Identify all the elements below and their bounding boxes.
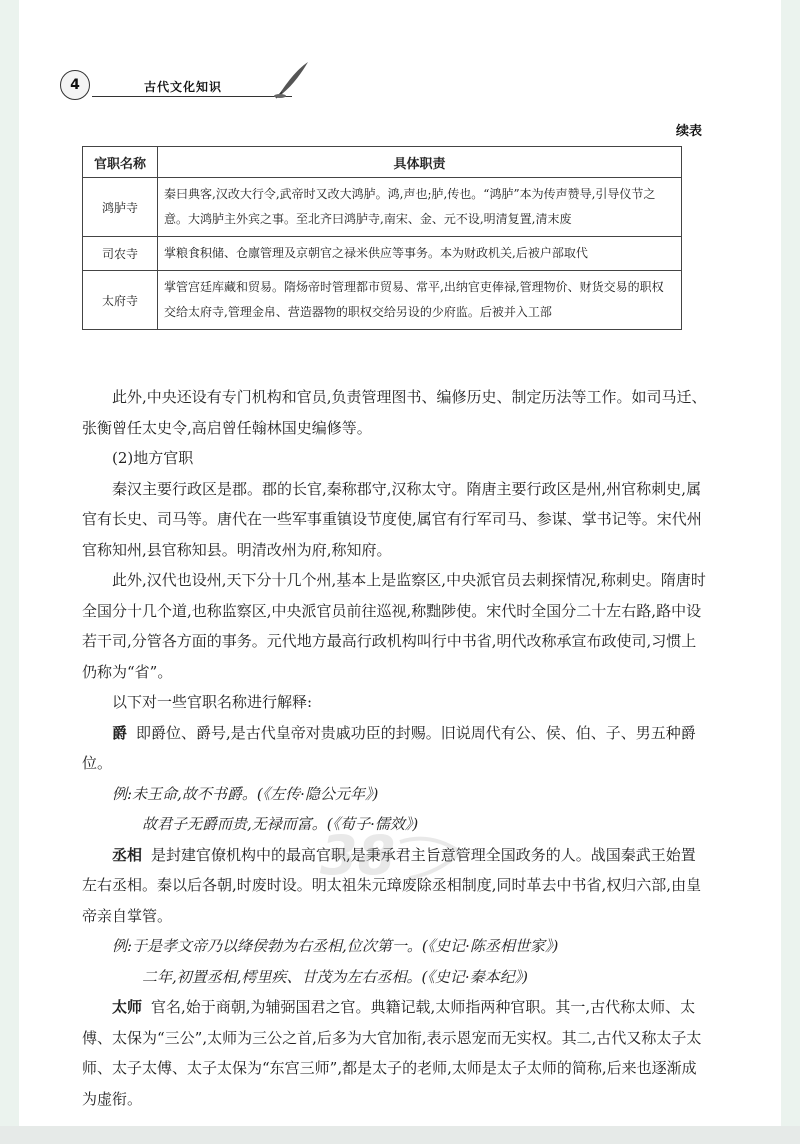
term-definition: 官名,始于商朝,为辅弼国君之官。典籍记载,太师指两种官职。其一,古代称太师、太傅、太保为“三公”,太师为三公之首,后多为大官加衔,表示恩宠而无实权。其二,古代又称太子太师、太子太傅、太子太保为“东宫三师”,都是太子的老师,太师是太子太师的简称,后来也逐渐成为虚衔。 [82, 998, 702, 1108]
official-duties-table [82, 146, 682, 330]
running-header [60, 66, 320, 106]
table-continued-label: 续表 [675, 124, 702, 139]
term-entry [82, 992, 708, 1114]
column-header: 官职名称 [83, 147, 158, 178]
right-margin [781, 0, 800, 1126]
example-quote: 例:于是孝文帝乃以绛侯勃为右丞相,位次第一。(《史记·陈丞相世家》) [112, 937, 559, 955]
table-row [83, 237, 682, 271]
example-quote: 二年,初置丞相,樗里疾、甘茂为左右丞相。(《史记·秦本纪》) [142, 967, 529, 986]
term-definition: 即爵位、爵号,是古代皇帝对贵戚功臣的封赐。旧说周代有公、侯、伯、子、男五种爵位。 [82, 723, 696, 772]
table-row [83, 271, 682, 330]
official-duty: 掌粮食积储、仓廪管理及京朝官之禄米供应等事务。本为财政机关,后被户部取代 [158, 237, 682, 271]
left-margin [0, 0, 19, 1126]
official-name: 司农寺 [83, 237, 158, 271]
term-name: 太师 [112, 998, 143, 1016]
paragraph: 此外,中央还设有专门机构和官员,负责管理图书、编修历史、制定历法等工作。如司马迁、张衡曾任太史令,高启曾任翰林国史编修等。 [82, 388, 707, 437]
example-quote: 例:未王命,故不书爵。(《左传·隐公元年》) [112, 784, 379, 803]
official-duty: 掌管宫廷库藏和贸易。隋炀帝时管理都市贸易、常平,出纳官吏俸禄,管理物价、财货交易的职权交给太府寺,管理金帛、营造器物的职权交给另设的少府监。后被并入工部 [158, 271, 682, 330]
term-entry [82, 718, 708, 779]
header-rule [92, 96, 292, 97]
quill-icon [272, 60, 312, 100]
term-definition: 是封建官僚机构中的最高官职,是秉承君主旨意管理全国政务的人。战国秦武王始置左右丞相。秦以后各朝,时废时设。明太祖朱元璋废除丞相制度,同时革去中书省,权归六部,由皇帝亲自掌管。 [82, 845, 702, 925]
term-name: 丞相 [112, 845, 143, 864]
term-entry [82, 840, 708, 932]
bottom-margin [0, 1126, 800, 1144]
example-quote: 故君子无爵而贵,无禄而富。(《荀子·儒效》) [142, 815, 419, 833]
official-duty: 秦曰典客,汉改大行令,武帝时又改大鸿胪。鸿,声也;胪,传也。“鸿胪”本为传声赞导,引导仪节之意。大鸿胪主外宾之事。至北齐曰鸿胪寺,南宋、金、元不设,明清复置,清末废 [158, 178, 682, 237]
paragraph: 秦汉主要行政区是郡。郡的长官,秦称郡守,汉称太守。隋唐主要行政区是州,州官称刺史,属官有长史、司马等。唐代在一些军事重镇设节度使,属官有行军司马、参谋、掌书记等。宋代州官称知州,县官称知县。明清改州为府,称知府。 [82, 479, 702, 559]
official-name: 太府寺 [83, 271, 158, 330]
header-title: 古代文化知识 [144, 80, 223, 94]
term-name: 爵 [112, 723, 128, 742]
body-text [82, 382, 708, 1114]
section-heading: (2)地方官职 [112, 449, 194, 467]
official-name: 鸿胪寺 [83, 178, 158, 237]
table-row [83, 178, 682, 237]
column-header: 具体职责 [158, 147, 682, 178]
paragraph: 以下对一些官职名称进行解释: [112, 693, 313, 711]
page-number: 4 [60, 70, 90, 100]
paragraph: 此外,汉代也设州,天下分十几个州,基本上是监察区,中央派官员去刺探情况,称刺史。隋唐时全国分十几个道,也称监察区,中央派官员前往巡视,称黜陟使。宋代时全国分二十左右路,路中设若干司,分管各方面的事务。元代地方最高行政机构叫行中书省,明代改称承宣布政使司,习惯上仍称为“省”。 [82, 571, 706, 681]
table-header-row [83, 147, 682, 178]
